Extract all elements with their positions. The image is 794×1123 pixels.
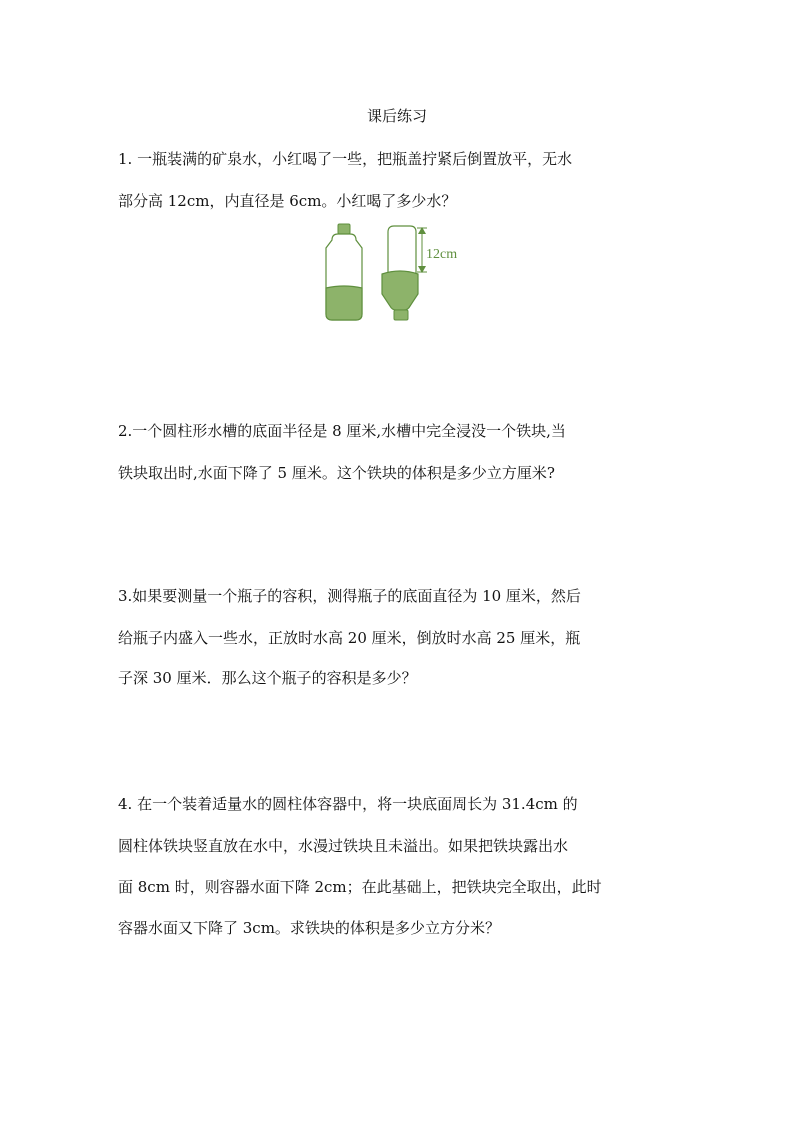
height-label: 12cm: [426, 247, 458, 262]
question-4-line-4: 容器水面又下降了 3cm。求铁块的体积是多少立方分米？: [118, 919, 500, 937]
question-4-line-1: 4. 在一个装着适量水的圆柱体容器中，将一块底面周长为 31.4cm 的: [118, 795, 578, 813]
question-4-line-3: 面 8cm 时，则容器水面下降 2cm；在此基础上，把铁块完全取出，此时: [118, 878, 602, 896]
inverted-bottle: [382, 226, 418, 320]
bottle-cap: [338, 224, 350, 234]
question-1-line-2: 部分高 12cm，内直径是 6cm。小红喝了多少水？: [118, 192, 457, 210]
page-title: 课后练习: [366, 107, 427, 125]
bottle-water: [326, 286, 362, 320]
question-3-line-3: 子深 30 厘米．那么这个瓶子的容积是多少？: [118, 669, 417, 687]
inverted-bottle-cap: [394, 310, 408, 320]
question-2-line-2: 铁块取出时,水面下降了 5 厘米。这个铁块的体积是多少立方厘米?: [118, 464, 555, 482]
inverted-bottle-water: [382, 271, 418, 310]
question-3-line-2: 给瓶子内盛入一些水，正放时水高 20 厘米，倒放时水高 25 厘米，瓶: [118, 629, 581, 647]
question-1-line-1: 1. 一瓶装满的矿泉水，小红喝了一些，把瓶盖拧紧后倒置放平，无水: [118, 150, 573, 168]
question-4-line-2: 圆柱体铁块竖直放在水中，水漫过铁块且未溢出。如果把铁块露出水: [118, 837, 569, 855]
question-3-line-1: 3.如果要测量一个瓶子的容积，测得瓶子的底面直径为 10 厘米，然后: [118, 587, 581, 605]
question-2-line-1: 2.一个圆柱形水槽的底面半径是 8 厘米,水槽中完全浸没一个铁块,当: [118, 422, 566, 440]
bottle-figure: [318, 222, 478, 326]
upright-bottle: [326, 224, 362, 320]
